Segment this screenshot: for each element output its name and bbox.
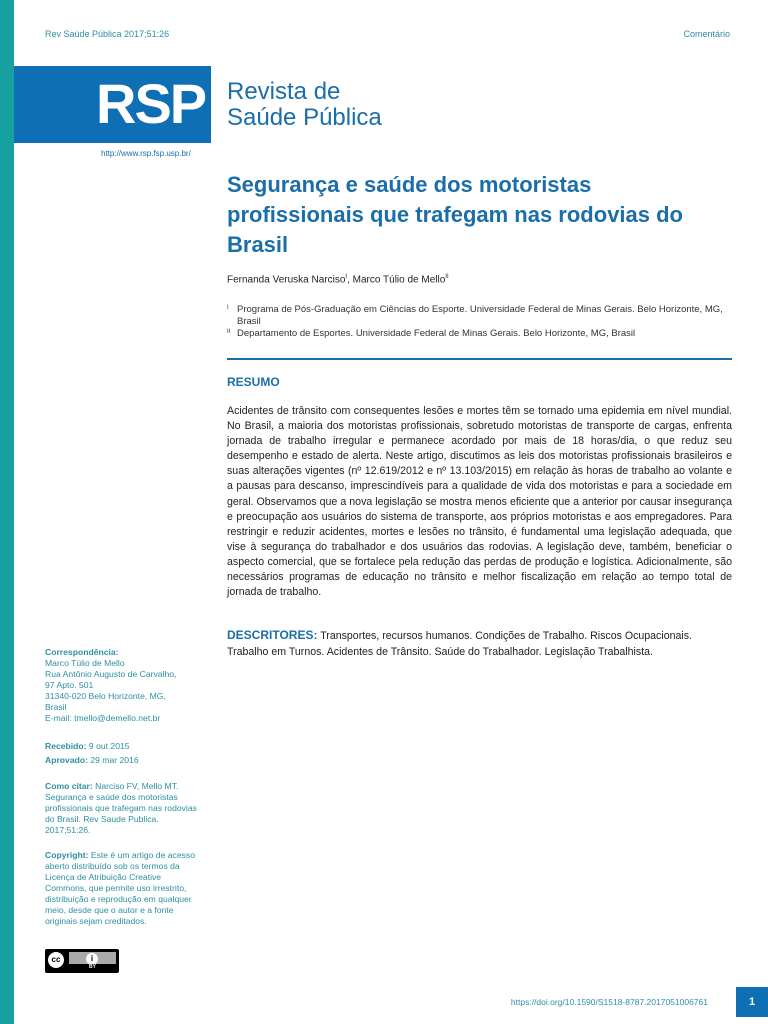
divider xyxy=(227,358,732,360)
journal-name-line2: Saúde Pública xyxy=(227,104,382,131)
citation-label: Como citar: xyxy=(45,781,93,791)
correspondence-line: Rua Antônio Augusto de Carvalho, xyxy=(45,669,177,679)
logo-acronym: RSP xyxy=(96,72,206,135)
journal-logo xyxy=(14,66,211,143)
article-title: Segurança e saúde dos motoristas profissionais que trafegam nas rodovias do Brasil xyxy=(227,172,683,257)
left-accent-bar xyxy=(0,0,14,1024)
copyright-text: Este é um artigo de acesso aberto distribuído sob os termos da Licença de Atribuição Creative Commons, que permite uso irrestrito, distribuição e reprodução em qualquer meio, desde que o autor e a fonte originais sejam creditados. xyxy=(45,850,195,926)
affiliation-mark: II xyxy=(227,329,231,335)
copyright-label: Copyright: xyxy=(45,850,89,860)
author-1-mark: I xyxy=(345,274,348,280)
affiliation-1 xyxy=(227,304,732,328)
correspondence-line: 97 Apto. 501 xyxy=(45,680,94,690)
author-2-mark: II xyxy=(445,274,449,280)
section-label: Comentário xyxy=(683,29,730,39)
citation xyxy=(45,781,205,836)
affiliation-text: Departamento de Esportes. Universidade Federal de Minas Gerais. Belo Horizonte, MG, Brasil xyxy=(237,328,636,339)
journal-reference: Rev Saúde Pública 2017;51:26 xyxy=(45,29,170,39)
descriptors xyxy=(227,628,732,660)
abstract-text: Acidentes de trânsito com consequentes lesões e mortes têm se tornado uma epidemia em nível mundial. No Brasil, a maioria dos motoristas profissionais, sobretudo motoristas de transporte de cargas, enfrenta jornada de trabalho irregular e permanece acordado por mais de 18 horas/dia, o que reduz seu desempenho e estado de alerta. Neste artigo, discutimos as leis dos motoristas profissionais brasileiros e suas alterações vigentes (nº 12.619/2012 e nº 13.103/2015) em relação às horas de trabalho ao volante e a pausas para descanso, imprescindíveis para a qualidade de vida dos motoristas e para a sociedade em geral. Observamos que a nova legislação se mostra menos eficiente que a anterior por causar insegurança e preocupação aos usuários do sistema de transporte, aos próprios motoristas e aos empregadores. Para restringir e reduzir acidentes, mortes e lesões no trânsito, é fundamental uma legislação adequada, que vise à segurança do trabalhador e dos usuários das rodovias. A legislação deve, também, beneficiar o aspecto comercial, que se fortalece pela redução das perdas de produção e logística. Adicionalmente, são necessários programas de educação no trânsito e melhor fiscalização em relação ao tempo total de jornada de trabalho. xyxy=(227,405,732,599)
affiliation-2 xyxy=(227,328,732,340)
correspondence-email[interactable]: E-mail: tmello@demello.net.br xyxy=(45,713,161,723)
correspondence-line: Marco Túlio de Mello xyxy=(45,658,125,668)
author-1: Fernanda Veruska Narciso xyxy=(227,274,346,286)
journal-url[interactable]: http://www.rsp.fsp.usp.br/ xyxy=(101,149,191,158)
approved-label: Aprovado: xyxy=(45,755,88,765)
citation-text: Narciso FV, Mello MT. Segurança e saúde dos motoristas profissionais que trafegam nas rodovias do Brasil. Rev Saude Publica. 2017;51:26. xyxy=(45,781,197,835)
descriptors-label: DESCRITORES: xyxy=(227,628,318,642)
correspondence-line: Brasil xyxy=(45,702,67,712)
approved-value: 29 mar 2016 xyxy=(87,755,139,765)
received-date xyxy=(45,741,205,752)
correspondence-line: 31340-020 Belo Horizonte, MG, xyxy=(45,691,166,701)
creative-commons-badge[interactable] xyxy=(45,949,119,973)
abstract-heading: RESUMO xyxy=(227,375,280,389)
journal-name-line1: Revista de xyxy=(227,78,341,105)
affiliation-text: Programa de Pós-Graduação em Ciências do Esporte. Universidade Federal de Minas Gerais. Belo Horizonte, MG, Brasil xyxy=(237,304,723,327)
journal-name xyxy=(227,79,382,131)
author-2: Marco Túlio de Mello xyxy=(352,274,446,286)
person-icon: i xyxy=(86,953,98,965)
by-label: BY xyxy=(69,964,116,970)
doi-link[interactable]: https://doi.org/10.1590/S1518-8787.2017051006761 xyxy=(510,997,708,1007)
by-panel xyxy=(69,952,116,970)
page-number: 1 xyxy=(736,987,768,1017)
author-list xyxy=(227,274,449,285)
copyright xyxy=(45,850,205,927)
received-value: 9 out 2015 xyxy=(86,741,130,751)
correspondence-label: Correspondência: xyxy=(45,647,119,657)
cc-icon: cc xyxy=(48,952,64,968)
approved-date xyxy=(45,755,205,766)
descriptors-text: Transportes, recursos humanos. Condições de Trabalho. Riscos Ocupacionais. Trabalho em Turnos. Acidentes de Trânsito. Saúde do Trabalhador. Legislação Trabalhista. xyxy=(227,630,692,658)
received-label: Recebido: xyxy=(45,741,87,751)
correspondence xyxy=(45,647,205,724)
affiliation-mark: I xyxy=(227,305,229,311)
author-separator: , xyxy=(347,274,353,286)
